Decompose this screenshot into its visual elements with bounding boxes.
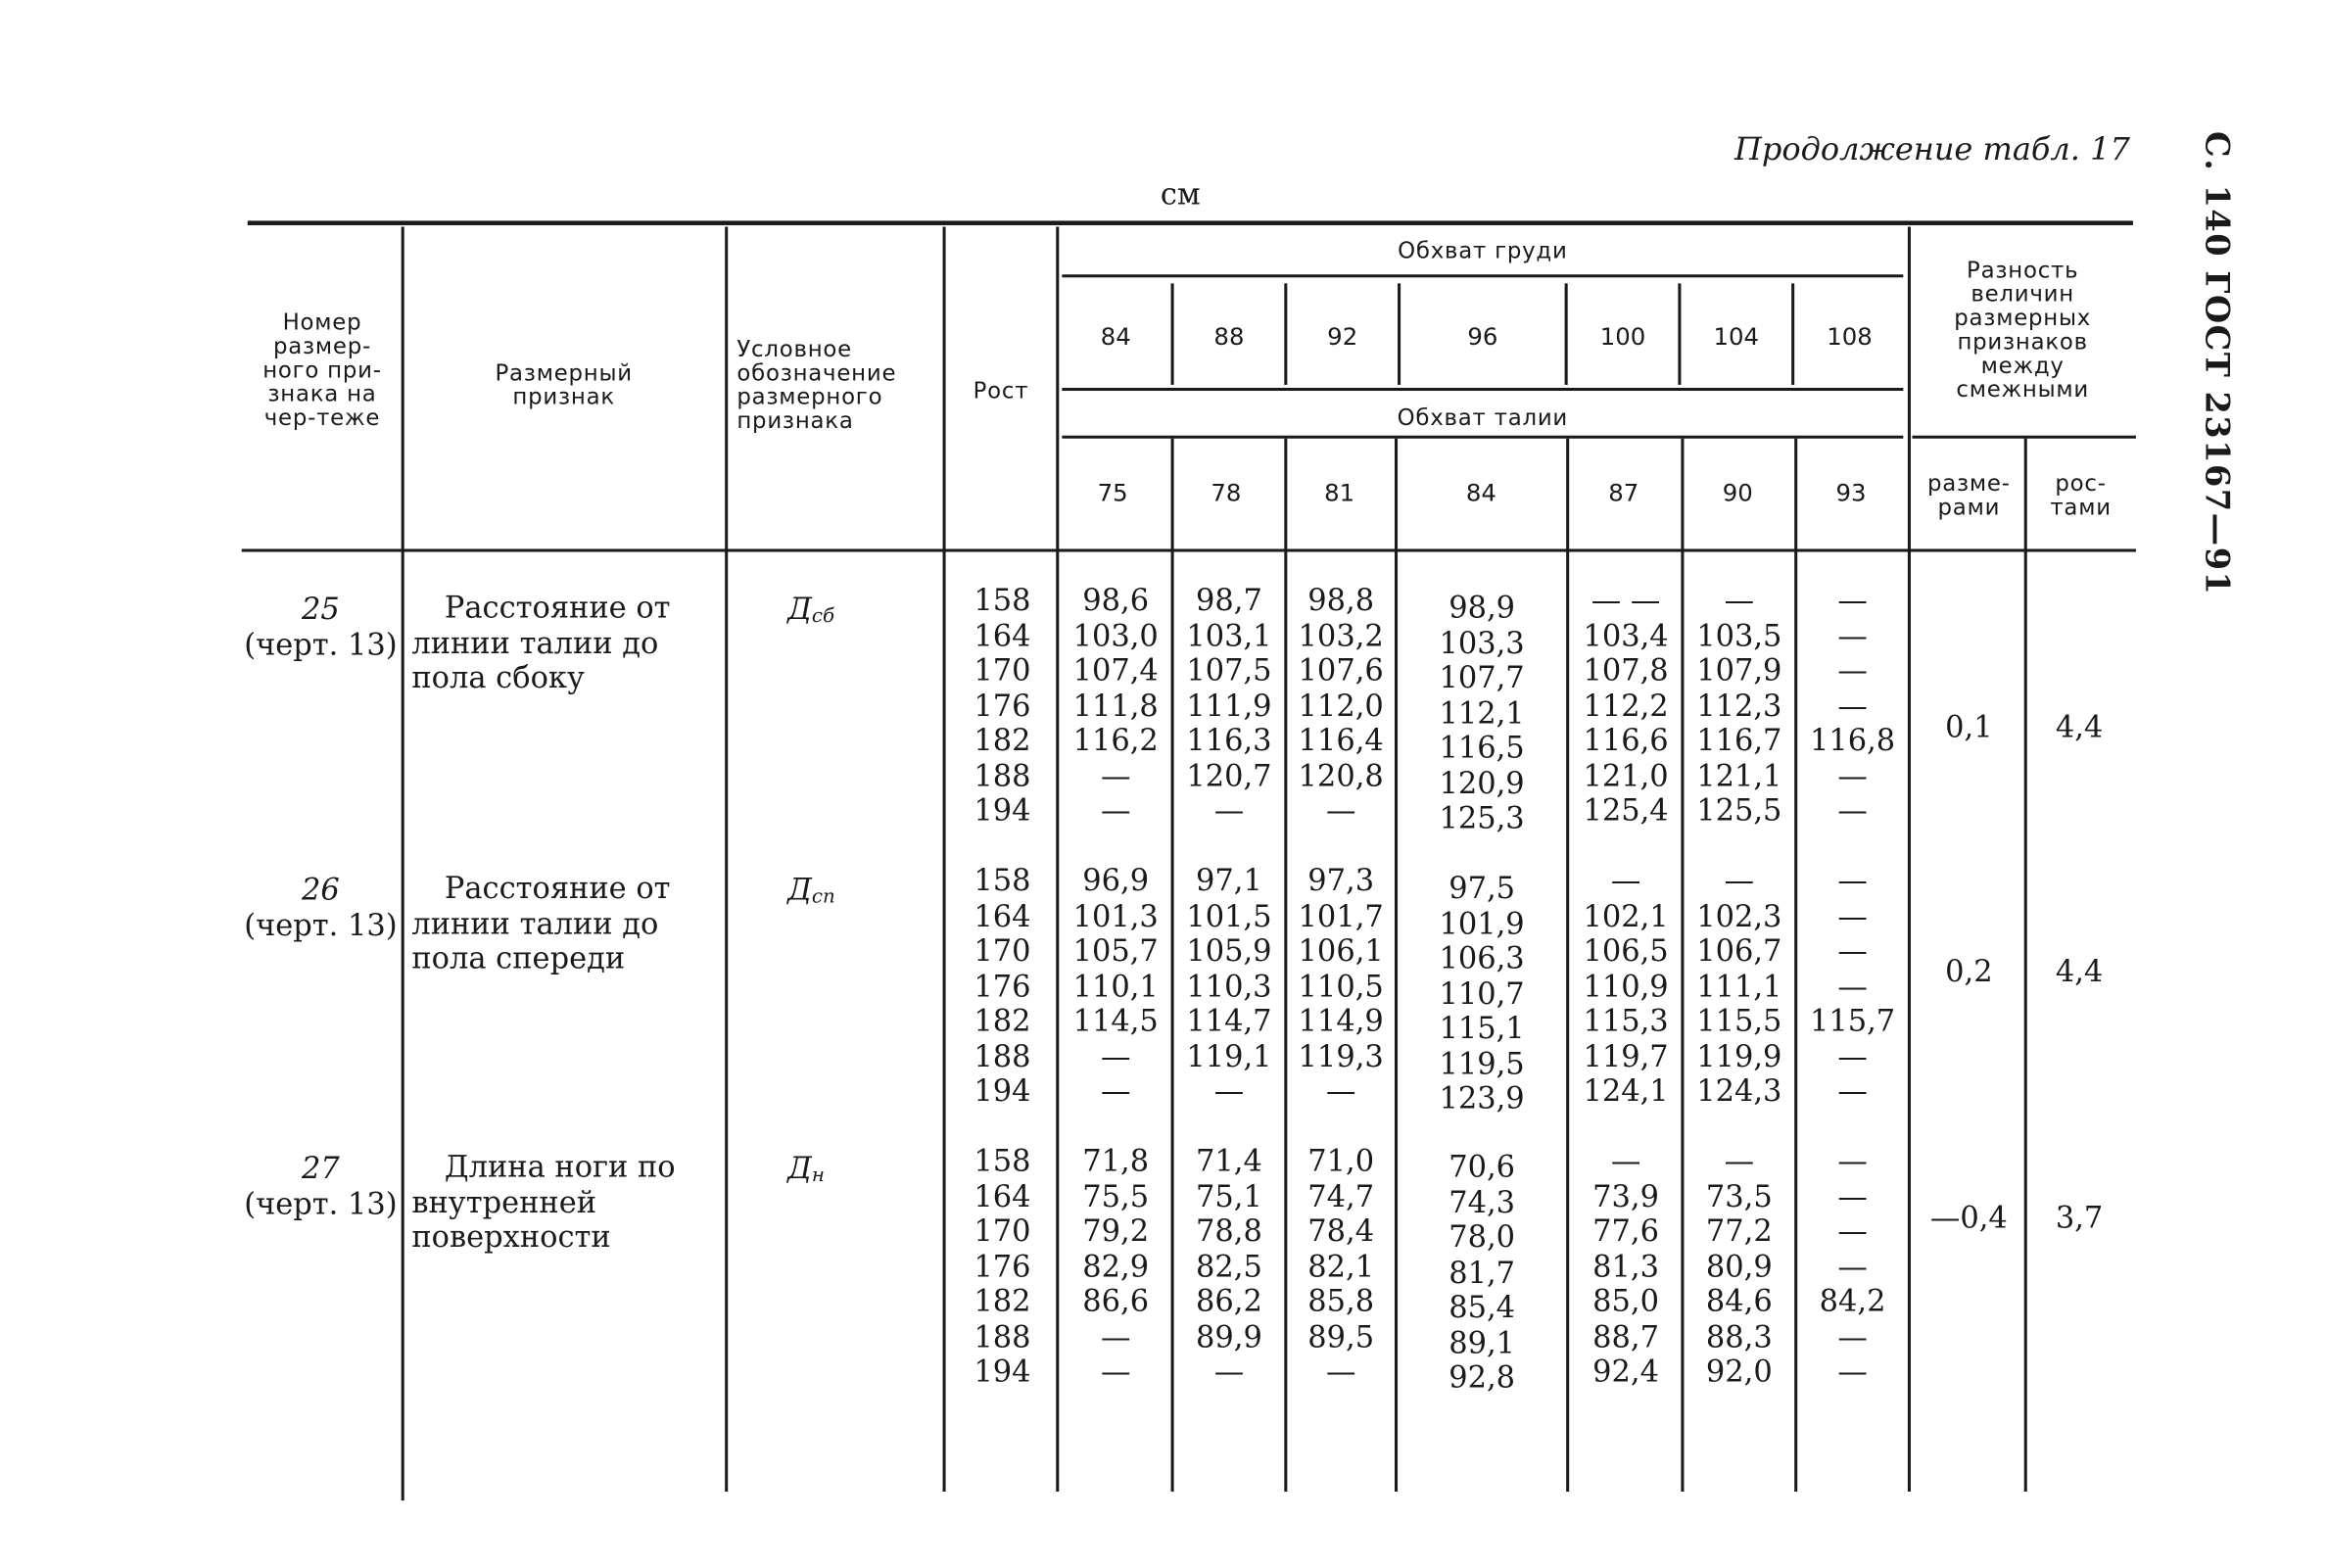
waist-value: 78 bbox=[1211, 478, 1242, 507]
waist-top-rule bbox=[1062, 388, 1903, 390]
symbol-letter: Д bbox=[787, 591, 812, 627]
row-27-chest-100: — 73,9 77,6 81,3 85,0 88,7 92,4 bbox=[1592, 1142, 1659, 1389]
row-26-chest-100: — 102,1 106,5 110,9 115,3 119,7 124,1 bbox=[1583, 862, 1669, 1109]
row-27-heights: 158 164 170 176 182 188 194 bbox=[974, 1142, 1031, 1389]
row-27-chest-108: — — — — 84,2 — — bbox=[1819, 1142, 1886, 1389]
row-27-chest-92: 71,0 74,7 78,4 82,1 85,8 89,5 — bbox=[1307, 1142, 1375, 1389]
row-26-symbol bbox=[787, 871, 835, 907]
row-26-chest-108: — — — — 115,7 — — bbox=[1809, 862, 1896, 1109]
header-bottom-rule bbox=[242, 548, 2136, 551]
row-25-heights: 158 164 170 176 182 188 194 bbox=[974, 581, 1031, 829]
row-25-feature: Расстояние от линии талии до пола сбоку bbox=[411, 589, 671, 695]
sign-number: 27 bbox=[302, 1150, 340, 1186]
chest-value: 92 bbox=[1327, 321, 1358, 351]
row-26-feature: Расстояние от линии талии до пола спереди bbox=[411, 869, 671, 976]
row-26-diff-height: 4,4 bbox=[2055, 953, 2104, 989]
diff-rule bbox=[1912, 436, 2135, 438]
col-rule-2 bbox=[725, 226, 727, 1492]
waist-value: 90 bbox=[1722, 478, 1753, 507]
row-26-chest-84: 96,9 101,3 105,7 110,1 114,5 — — bbox=[1072, 862, 1159, 1109]
chest-value: 100 bbox=[1599, 321, 1646, 351]
row-25-symbol bbox=[787, 591, 834, 627]
row-26-chest-92: 97,3 101,7 106,1 110,5 114,9 119,3 — bbox=[1298, 862, 1384, 1109]
col-rule-4 bbox=[1056, 226, 1058, 1492]
row-25-chest-108: — — — — 116,8 — — bbox=[1809, 581, 1896, 829]
drawing-reference: (черт. 13) bbox=[244, 906, 398, 942]
row-27-feature: Длина ноги по внутренней поверхности bbox=[411, 1148, 676, 1255]
col-rule-1 bbox=[402, 226, 404, 1500]
header-height: Рост bbox=[973, 377, 1029, 404]
row-25-chest-96: 98,9 103,3 107,7 112,1 116,5 120,9 125,3 bbox=[1439, 589, 1525, 835]
header-chest: Обхват груди bbox=[1398, 237, 1568, 264]
chest-value: 108 bbox=[1827, 321, 1873, 351]
table-top-rule bbox=[248, 220, 2133, 224]
waist-value: 87 bbox=[1608, 478, 1639, 507]
header-feature: Размерный признак bbox=[495, 359, 633, 410]
header-diff-sizes: разме-рами bbox=[1926, 469, 2011, 521]
waist-bottom-rule bbox=[1062, 436, 1903, 438]
header-diff-heights: рос-тами bbox=[2050, 469, 2112, 521]
row-25-chest-84: 98,6 103,0 107,4 111,8 116,2 — — bbox=[1072, 581, 1159, 829]
side-page-label: С. 140 ГОСТ 23167—91 bbox=[2197, 131, 2236, 596]
symbol-letter: Д bbox=[787, 871, 812, 907]
symbol-index: сб bbox=[811, 605, 835, 629]
col-rule-3 bbox=[943, 226, 945, 1492]
symbol-letter: Д bbox=[787, 1150, 812, 1186]
col-rule-8 bbox=[1566, 439, 1568, 1492]
row-27-chest-96: 70,6 74,3 78,0 81,7 85,4 89,1 92,8 bbox=[1448, 1148, 1516, 1396]
row-27-symbol bbox=[787, 1150, 825, 1186]
row-26-diff-size: 0,2 bbox=[1945, 953, 1993, 989]
row-27-chest-84: 71,8 75,5 79,2 82,9 86,6 — — bbox=[1082, 1142, 1150, 1389]
continuation-caption: Продолжение табл. 17 bbox=[1733, 131, 2130, 167]
chest-value: 104 bbox=[1713, 321, 1760, 351]
header-symbol: Условное обозначение размерного признака bbox=[736, 335, 897, 435]
waist-value: 75 bbox=[1097, 478, 1128, 507]
sign-number: 26 bbox=[302, 871, 340, 907]
header-waist: Обхват талии bbox=[1397, 404, 1569, 432]
waist-value: 84 bbox=[1465, 478, 1496, 507]
drawing-reference: (черт. 13) bbox=[244, 625, 398, 662]
row-26-chest-88: 97,1 101,5 105,9 110,3 114,7 119,1 — bbox=[1186, 862, 1272, 1109]
symbol-index: сп bbox=[811, 885, 835, 909]
symbol-index: н bbox=[811, 1164, 825, 1188]
row-25-diff-size: 0,1 bbox=[1945, 708, 1993, 744]
row-27-diff-height: 3,7 bbox=[2055, 1199, 2104, 1236]
chest-value: 96 bbox=[1467, 321, 1498, 351]
row-25-number-block bbox=[242, 593, 400, 663]
row-25-chest-104: — 103,5 107,9 112,3 116,7 121,1 125,5 bbox=[1696, 581, 1782, 829]
row-26-heights: 158 164 170 176 182 188 194 bbox=[974, 862, 1031, 1109]
row-26-chest-104: — 102,3 106,7 111,1 115,5 119,9 124,3 bbox=[1696, 862, 1782, 1109]
header-diff: Разность величин размерных признаков между смежными bbox=[1954, 256, 2092, 404]
waist-value: 81 bbox=[1324, 478, 1355, 507]
waist-value: 93 bbox=[1835, 478, 1867, 507]
unit-label: см bbox=[1160, 175, 1201, 213]
row-25-diff-height: 4,4 bbox=[2055, 708, 2104, 744]
row-27-chest-104: — 73,5 77,2 80,9 84,6 88,3 92,0 bbox=[1705, 1142, 1773, 1389]
chest-rule bbox=[1062, 274, 1903, 276]
chest-value: 84 bbox=[1100, 321, 1131, 351]
chest-value: 88 bbox=[1213, 321, 1245, 351]
row-25-chest-92: 98,8 103,2 107,6 112,0 116,4 120,8 — bbox=[1298, 581, 1384, 829]
row-26-chest-96: 97,5 101,9 106,3 110,7 115,1 119,5 123,9 bbox=[1439, 869, 1525, 1117]
row-27-number-block bbox=[242, 1152, 400, 1222]
row-25-chest-100: — — 103,4 107,8 112,2 116,6 121,0 125,4 bbox=[1583, 581, 1669, 829]
row-25-chest-88: 98,7 103,1 107,5 111,9 116,3 120,7 — bbox=[1186, 581, 1272, 829]
row-27-diff-size: —0,4 bbox=[1929, 1199, 2008, 1236]
sign-number: 25 bbox=[302, 591, 340, 627]
header-number: Номер размер-ного при-знака на чер-теже bbox=[262, 309, 382, 432]
drawing-reference: (черт. 13) bbox=[244, 1185, 398, 1221]
row-27-chest-88: 71,4 75,1 78,8 82,5 86,2 89,9 — bbox=[1196, 1142, 1262, 1389]
row-26-number-block bbox=[242, 873, 400, 943]
